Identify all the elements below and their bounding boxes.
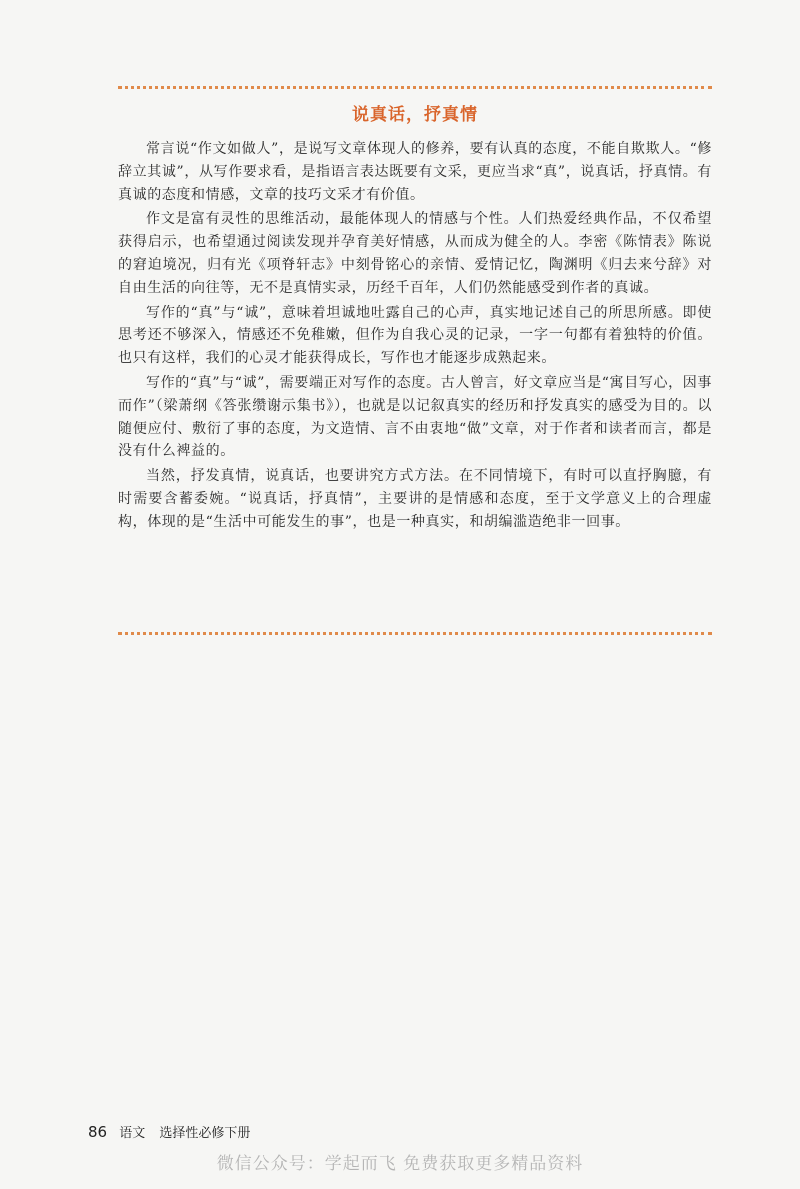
book-label: 选择性必修下册 [159,1126,251,1141]
paragraph-5: 当然，抒发真情，说真话，也要讲究方式方法。在不同情境下，有时可以直抒胸臆，有时需要含蓄委婉。“说真话，抒真情”，主要讲的是情感和态度，至于文学意义上的合理虚构，体现的是“生活中可能发生的事”，也是一种真实，和胡编滥造绝非一回事。 [118,468,712,530]
article-title: 说真话，抒真情 [352,105,478,125]
paragraph-2: 作文是富有灵性的思维活动，最能体现人的情感与个性。人们热爱经典作品，不仅希望获得启示，也希望通过阅读发现并孕育美好情感，从而成为健全的人。李密《陈情表》陈说的窘迫境况，归有光《项脊轩志》中刻骨铭心的亲情、爱情记忆，陶渊明《归去来兮辞》对自由生活的向往等，无不是真情实录，历经千百年，人们仍然能感受到作者的真诚。 [118,211,712,296]
subject-label: 语文 [119,1126,146,1141]
bottom-dotted-divider [118,632,712,635]
paragraph-4: 写作的“真”与“诚”，需要端正对写作的态度。古人曾言，好文章应当是“寓目写心，因事而作”（梁萧纲《答张缵谢示集书》），也就是以记叙真实的经历和抒发真实的感受为目的。以随便应付、敷衍了事的态度，为文造情、言不由衷地“做”文章，对于作者和读者而言，都是没有什么裨益的。 [118,374,712,460]
article-body [118,138,712,536]
page-footer [88,1122,250,1141]
paragraph-1: 常言说“作文如做人”，是说写文章体现人的修养，要有认真的态度，不能自欺欺人。“修辞立其诚”，从写作要求看，是指语言表达既要有文采，更应当求“真”，说真话，抒真情。有真诚的态度和情感，文章的技巧文采才有价值。 [118,141,712,203]
page-number: 86 [88,1123,108,1141]
top-dotted-divider [118,86,712,89]
watermark-text: 微信公众号：学起而飞 免费获取更多精品资料 [216,1154,584,1174]
paragraph-3: 写作的“真”与“诚”，意味着坦诚地吐露自己的心声，真实地记述自己的所思所感。即使思考还不够深入，情感还不免稚嫩，但作为自我心灵的记录，一字一句都有着独特的价值。也只有这样，我们的心灵才能获得成长，写作也才能逐步成熟起来。 [118,304,712,367]
